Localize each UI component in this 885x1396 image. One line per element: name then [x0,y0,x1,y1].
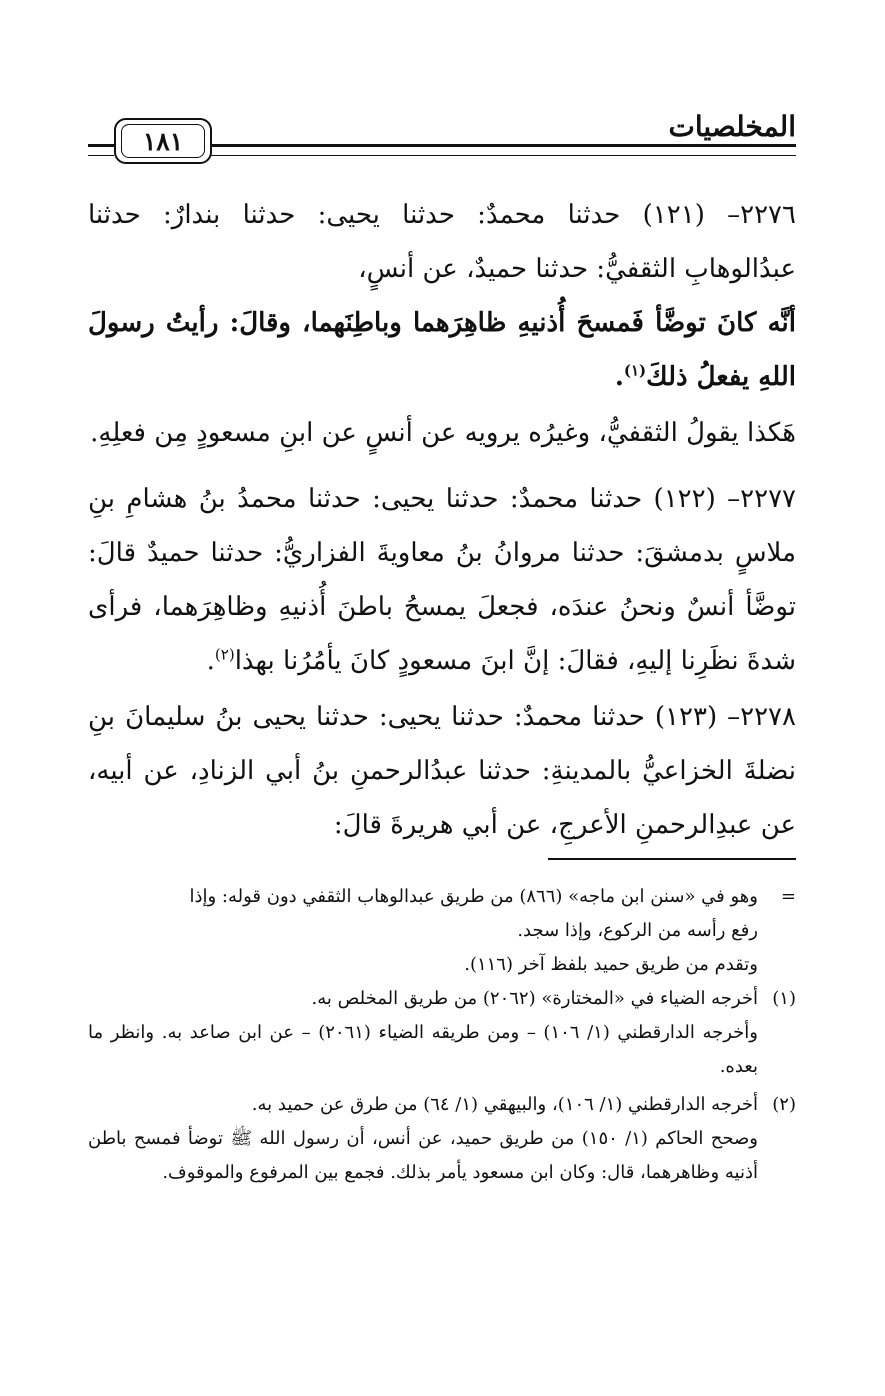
footnote-2-first [88,1088,796,1122]
footnote-ref-1: (١) [623,361,647,380]
footnote-2-rest: وصحح الحاكم (١/ ١٥٠) من طريق حميد، عن أنس، أن رسول الله ﷺ توضأ فمسح باطن أذنيه وظاهرهما، قال: وكان ابن مسعود يأمر بذلك. فجمع بين المرفوع والموقوف. [88,1128,758,1183]
footnote-1-number: (١) [772,988,796,1009]
footnote-ref-2: (٢) [214,645,235,664]
hadith-2276-matn-text: أنَّه كانَ توضَّأ فَمسحَ أُذنيهِ ظاهِرَهما وباطِنَهما، وقالَ: رأيتُ رسولَ اللهِ يفعلُ ذلكَ [88,308,796,392]
footnote-2-number: (٢) [772,1094,796,1115]
page-number-box [114,118,212,164]
hadith-2278-text: ٢٢٧٨– (١٢٣) حدثنا محمدٌ: حدثنا يحيى: حدثنا يحيى بنُ سليمانَ بنِ نضلةَ الخزاعيُّ بالمدينةِ: حدثنا عبدُالرحمنِ بنُ أبي الزنادِ، عن أبيه، عن عبدِالرحمنِ الأعرجِ، عن أبي هريرةَ قالَ: [88,702,796,840]
page-number: ١٨١ [142,126,184,156]
footnote-1-first [88,982,796,1016]
footnote-1-text: أخرجه الضياء في «المختارة» (٢٠٦٢) من طريق المخلص به. [311,988,758,1009]
footnote-2-text: أخرجه الدارقطني (١/ ١٠٦)، والبيهقي (١/ ٦٤) من طرق عن حميد به. [251,1094,758,1115]
hadith-2276-matn [88,296,796,404]
hadith-2278 [88,690,796,852]
running-title: المخلصيات [668,110,796,143]
footnote-continuation-text: وهو في «سنن ابن ماجه» (٨٦٦) من طريق عبدالوهاب الثقفي دون قوله: وإذا [189,886,758,907]
hadith-2276-isnad [88,188,796,296]
page-header [88,104,796,164]
hadith-2277 [88,472,796,688]
continuation-marker: = [780,886,796,907]
header-rule [208,144,796,156]
footnote-continuation-line: وتقدم من طريق حميد بلفظ آخر (١١٦). [464,954,758,975]
commentary-paragraph [88,406,796,460]
footnote-continuation-line [88,880,796,914]
footnote-1-rest: وأخرجه الدارقطني (١/ ١٠٦) – ومن طريقه الضياء (٢٠٦١) – عن ابن صاعد به. وانظر ما بعده. [88,1022,758,1077]
hadith-2277-end: . [206,646,215,676]
header-rule-left [88,144,114,156]
commentary-text: هَكذا يقولُ الثقفيُّ، وغيرُه يرويه عن أنسٍ عن ابنِ مسعودٍ مِن فعلِهِ. [90,418,796,448]
page-number-frame [121,124,205,158]
hadith-2276-matn-end: . [614,362,624,392]
hadith-2277-text: ٢٢٧٧– (١٢٢) حدثنا محمدٌ: حدثنا يحيى: حدثنا محمدُ بنُ هشامِ بنِ ملاسٍ بدمشقَ: حدثنا مروانُ بنُ معاويةَ الفزاريُّ: حدثنا حميدٌ قالَ: توضَّأ أنسٌ ونحنُ عندَه، فجعلَ يمسحُ باطنَ أُذنيهِ وظاهِرَهما، فرأى شدةَ نظَرِنا إليهِ، فقالَ: إنَّ ابنَ مسعودٍ كانَ يأمُرُنا بهذا [88,484,796,676]
hadith-2276-text: ٢٢٧٦– (١٢١) حدثنا محمدٌ: حدثنا يحيى: حدثنا بندارٌ: حدثنا عبدُالوهابِ الثقفيُّ: حدثنا حميدٌ، عن أنسٍ، [88,200,796,284]
footnotes [88,880,796,1190]
footnote-continuation-line: رفع رأسه من الركوع، وإذا سجد. [517,920,758,941]
footnote-separator [548,858,796,860]
